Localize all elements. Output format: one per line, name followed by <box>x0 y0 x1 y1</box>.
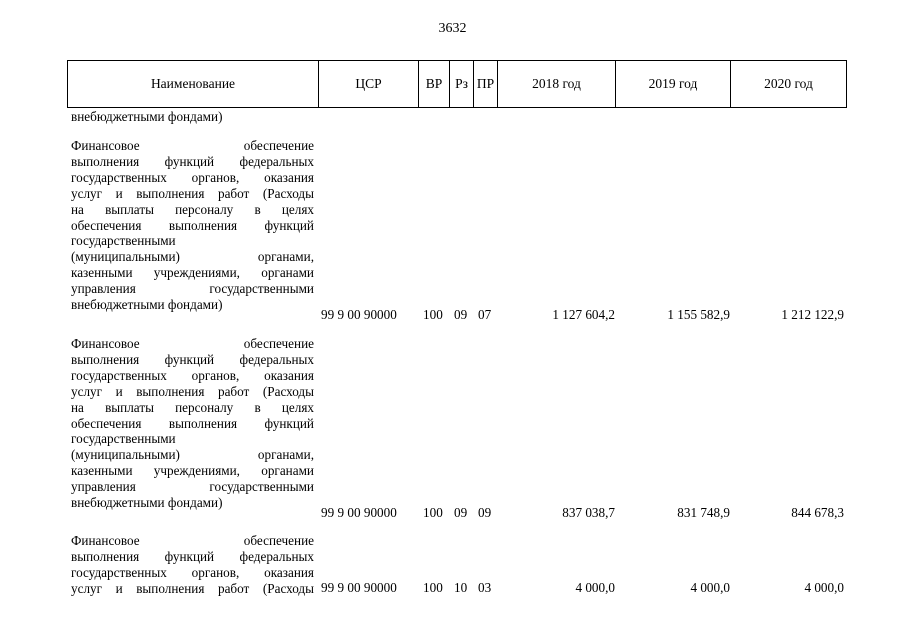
row-2-line: Финансовое обеспечение <box>71 336 314 351</box>
col-header-2020: 2020 год <box>764 76 813 91</box>
row-2-line: управления государственными <box>71 479 314 495</box>
row-1-line: государственными <box>71 233 176 249</box>
row-2-line: обеспечения выполнения функций <box>71 415 314 431</box>
row-3-csr: 99 9 00 90000 <box>321 580 397 595</box>
row-1-line: на выплаты персоналу в целях <box>71 201 314 217</box>
row-1-vr: 100 <box>423 307 443 322</box>
row-2-pr: 09 <box>478 505 492 520</box>
row-3-line: государственных органов, оказания <box>71 564 314 580</box>
row-3-rz: 10 <box>454 580 468 595</box>
row-3-line: услуг и выполнения работ (Расходы <box>71 580 314 596</box>
row-3-2019: 4 000,0 <box>690 580 730 595</box>
row-2-csr: 99 9 00 90000 <box>321 505 397 520</box>
row-2-name <box>71 336 314 511</box>
row-2-line: казенными учреждениями, органами <box>71 463 314 479</box>
row-1-name <box>71 138 314 313</box>
row-3-2020: 4 000,0 <box>804 580 844 595</box>
row-1-csr: 99 9 00 90000 <box>321 307 397 322</box>
row-2-2019: 831 748,9 <box>677 505 730 520</box>
row-3-line: Финансовое обеспечение <box>71 533 314 548</box>
row-1-line: государственных органов, оказания <box>71 169 314 185</box>
row-2-line: выполнения функций федеральных <box>71 351 314 367</box>
row-1-line: выполнения функций федеральных <box>71 153 314 169</box>
row-1-line: внебюджетными фондами) <box>71 297 223 313</box>
row-1-line: (муниципальными) органами, <box>71 249 314 265</box>
col-header-2019: 2019 год <box>616 61 731 107</box>
row-3-name <box>71 533 314 597</box>
col-header-vr: ВР <box>419 61 450 107</box>
row-1-pr: 07 <box>478 307 492 322</box>
row-2-vr: 100 <box>423 505 443 520</box>
page-number: 3632 <box>438 21 467 36</box>
row-2-line: внебюджетными фондами) <box>71 495 223 511</box>
table-header <box>67 60 847 108</box>
row-2-2020: 844 678,3 <box>791 505 844 520</box>
row-2-2018: 837 038,7 <box>562 505 615 520</box>
row-2-line: услуг и выполнения работ (Расходы <box>71 383 314 399</box>
col-header-csr: ЦСР <box>319 61 419 107</box>
row-3-2018: 4 000,0 <box>575 580 615 595</box>
row-1-2020: 1 212 122,9 <box>781 307 844 322</box>
col-header-pr: ПР <box>474 61 498 107</box>
row-2-line: (муниципальными) органами, <box>71 447 314 463</box>
row-1-line: услуг и выполнения работ (Расходы <box>71 185 314 201</box>
row-3-line: выполнения функций федеральных <box>71 548 314 564</box>
row-1-2018: 1 127 604,2 <box>552 307 615 322</box>
col-header-name: Наименование <box>68 61 319 107</box>
row-1-line: управления государственными <box>71 281 314 297</box>
carryover-text: внебюджетными фондами) <box>71 109 223 124</box>
row-1-line: обеспечения выполнения функций <box>71 217 314 233</box>
row-3-pr: 03 <box>478 580 492 595</box>
row-2-line: государственными <box>71 431 176 447</box>
row-1-2019: 1 155 582,9 <box>667 307 730 322</box>
row-2-line: на выплаты персоналу в целях <box>71 399 314 415</box>
row-1-line: Финансовое обеспечение <box>71 138 314 153</box>
row-1-line: казенными учреждениями, органами <box>71 265 314 281</box>
row-2-rz: 09 <box>454 505 468 520</box>
row-3-vr: 100 <box>423 580 443 595</box>
col-header-rz: Рз <box>450 61 474 107</box>
row-1-rz: 09 <box>454 307 468 322</box>
row-2-line: государственных органов, оказания <box>71 367 314 383</box>
col-header-2018: 2018 год <box>498 61 616 107</box>
